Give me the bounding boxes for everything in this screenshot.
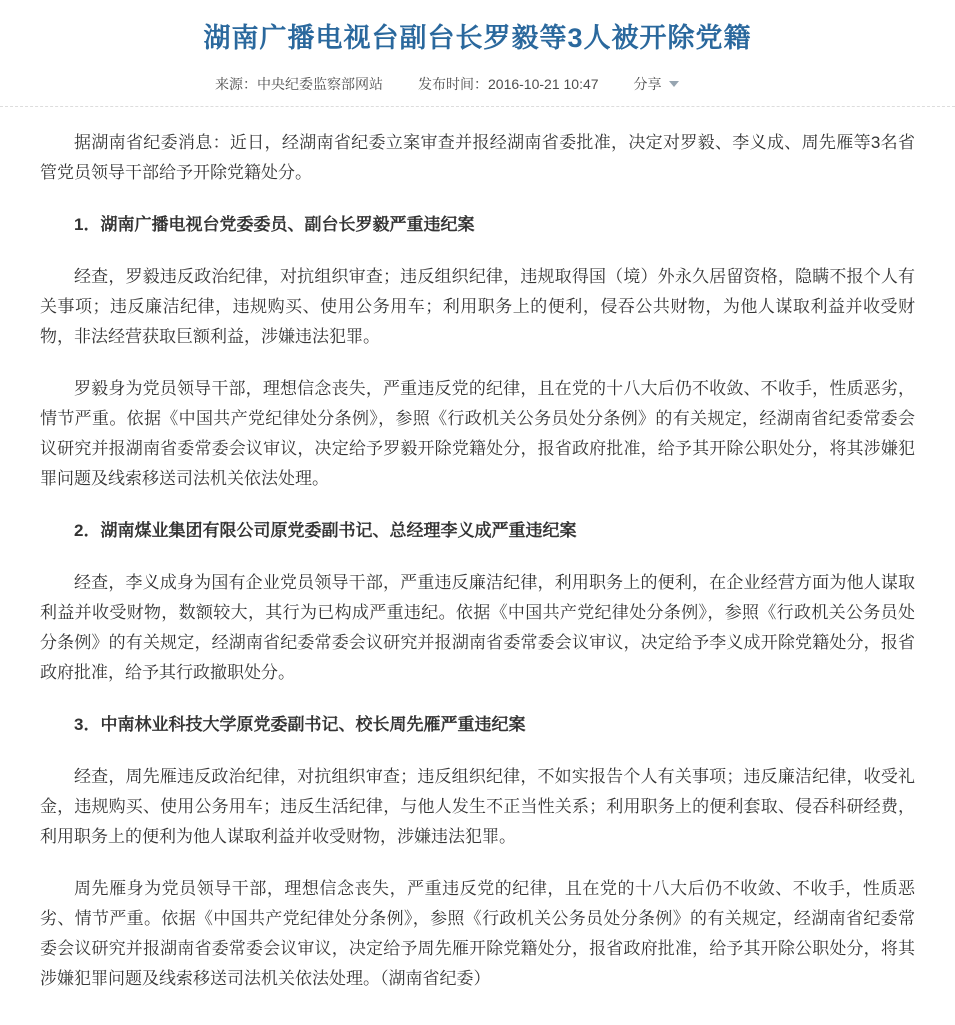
article-paragraph-case1-findings: 经查，罗毅违反政治纪律，对抗组织审查；违反组织纪律，违规取得国（境）外永久居留资格，隐瞒不报个人有关事项；违反廉洁纪律，违规购买、使用公务用车；利用职务上的便利，侵吞公共财物，为他人谋取利益并收受财物，非法经营获取巨额利益，涉嫌违法犯罪。 [40, 267, 915, 346]
article-paragraph-case2: 经查，李义成身为国有企业党员领导干部，严重违反廉洁纪律，利用职务上的便利，在企业经营方面为他人谋取利益并收受财物，数额较大，其行为已构成严重违纪。依据《中国共产党纪律处分条例》，参照《行政机关公务员处分条例》的有关规定，经湖南省纪委常委会议研究并报湖南省委常委会议审议，决定给予李义成开除党籍处分，报省政府批准，给予其行政撤职处分。 [40, 573, 915, 682]
article-meta [0, 75, 955, 93]
article-body [40, 107, 915, 994]
source-label: 来源：中央纪委监察部网站 [215, 76, 383, 92]
article-paragraph-case1-decision: 罗毅身为党员领导干部，理想信念丧失，严重违反党的纪律，且在党的十八大后仍不收敛、不收手，性质恶劣，情节严重。依据《中国共产党纪律处分条例》，参照《行政机关公务员处分条例》的有关规定，经湖南省纪委常委会议研究并报湖南省委常委会议审议，决定给予罗毅开除党籍处分，报省政府批准，给予其开除公职处分，将其涉嫌犯罪问题及线索移送司法机关依法处理。 [40, 379, 915, 488]
section-heading-case-2: 2．湖南煤业集团有限公司原党委副书记、总经理李义成严重违纪案 [74, 521, 577, 540]
article-paragraph-intro: 据湖南省纪委消息：近日，经湖南省纪委立案审查并报经湖南省委批准，决定对罗毅、李义成、周先雁等3名省管党员领导干部给予开除党籍处分。 [40, 133, 915, 182]
share-label: 分享 [633, 76, 662, 92]
page-title: 湖南广播电视台副台长罗毅等3人被开除党籍 [203, 23, 752, 53]
article-paragraph-case3-findings: 经查，周先雁违反政治纪律，对抗组织审查；违反组织纪律，不如实报告个人有关事项；违反廉洁纪律，收受礼金，违规购买、使用公务用车；违反生活纪律，与他人发生不正当性关系；利用职务上的便利套取、侵吞科研经费，利用职务上的便利为他人谋取利益并收受财物，涉嫌违法犯罪。 [40, 767, 915, 846]
publish-time-label: 发布时间：2016-10-21 10:47 [418, 76, 599, 92]
chevron-down-icon [669, 81, 679, 87]
section-heading-case-1: 1．湖南广播电视台党委委员、副台长罗毅严重违纪案 [74, 215, 475, 234]
article-paragraph-case3-decision: 周先雁身为党员领导干部，理想信念丧失，严重违反党的纪律，且在党的十八大后仍不收敛、不收手，性质恶劣、情节严重。依据《中国共产党纪律处分条例》，参照《行政机关公务员处分条例》的有关规定，经湖南省纪委常委会议研究并报湖南省委常委会议审议，决定给予周先雁开除党籍处分，报省政府批准，给予其开除公职处分，将其涉嫌犯罪问题及线索移送司法机关依法处理。（湖南省纪委） [40, 879, 915, 988]
share-dropdown-button[interactable] [634, 74, 679, 94]
section-heading-case-3: 3．中南林业科技大学原党委副书记、校长周先雁严重违纪案 [74, 715, 526, 734]
article-header [0, 0, 955, 93]
